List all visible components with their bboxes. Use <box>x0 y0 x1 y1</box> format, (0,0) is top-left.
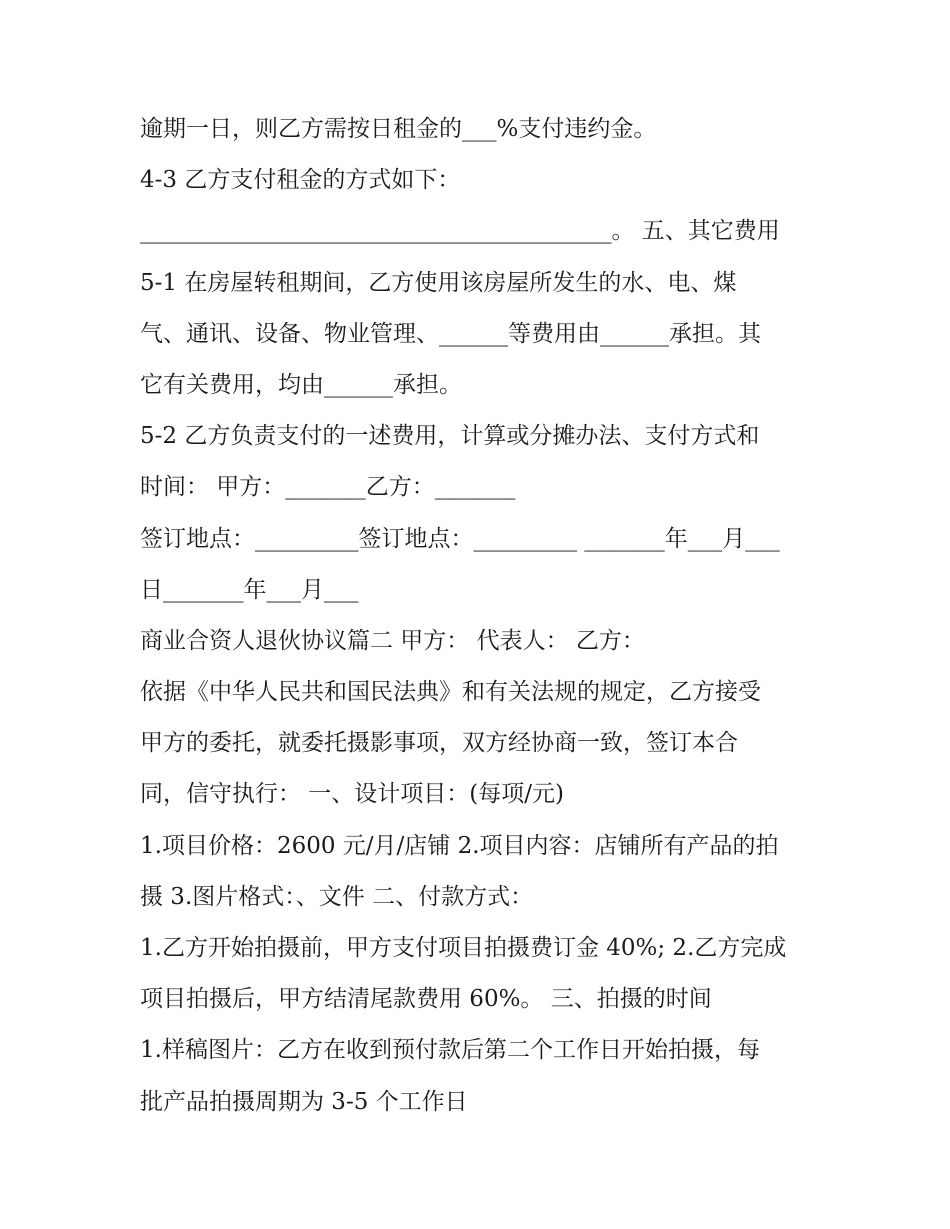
text-line: 5-1 在房屋转租期间，乙方使用该房屋所发生的水、电、煤 <box>140 269 737 296</box>
text-line: 1.项目价格：2600 元/月/店铺 2.项目内容：店铺所有产品的拍 <box>140 832 779 859</box>
document-body <box>140 104 830 1128</box>
text-line: 摄 3.图片格式：、文件 二、付款方式： <box>140 883 534 910</box>
text-line: _________________________________________。 五、其它费用 <box>140 218 780 245</box>
text-line: 气、通讯、设备、物业管理、______等费用由______承担。其 <box>140 320 761 347</box>
text-line: 批产品拍摄周期为 3-5 个工作日 <box>140 1088 468 1115</box>
text-line: 5-2 乙方负责支付的一述费用，计算或分摊办法、支付方式和 <box>140 423 760 450</box>
text-line: 时间： 甲方：_______乙方：_______ <box>140 474 516 501</box>
text-line: 它有关费用，均由______承担。 <box>140 371 462 398</box>
text-line: 1.样稿图片：乙方在收到预付款后第二个工作日开始拍摄，每 <box>140 1037 760 1064</box>
text-line: 4-3 乙方支付租金的方式如下： <box>140 167 461 194</box>
text-line: 商业合资人退伙协议篇二 甲方： 代表人： 乙方： <box>140 627 645 654</box>
text-line: 甲方的委托，就委托摄影事项，双方经协商一致，签订本合 <box>140 730 738 757</box>
text-line: 同，信守执行： 一、设计项目：(每项/元) <box>140 781 565 808</box>
text-line: 1.乙方开始拍摄前，甲方支付项目拍摄费订金 40%; 2.乙方完成 <box>140 935 787 961</box>
text-line: 签订地点：_________签订地点：_________ _______年___月___ <box>140 525 780 552</box>
text-line: 依据《中华人民共和国民法典》和有关法规的规定，乙方接受 <box>140 679 761 706</box>
text-line: 逾期一日，则乙方需按日租金的___%支付违约金。 <box>140 116 657 142</box>
text-line: 日_______年___月___ <box>140 576 359 603</box>
text-line: 项目拍摄后，甲方结清尾款费用 60%。 三、拍摄的时间 <box>140 986 712 1013</box>
